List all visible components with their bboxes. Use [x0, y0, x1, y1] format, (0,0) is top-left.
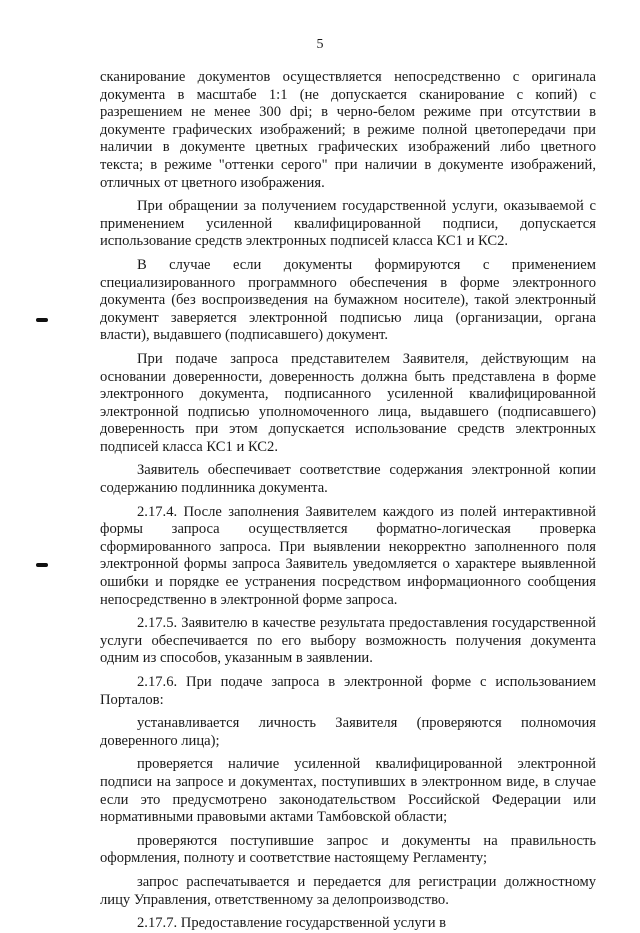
list-item-registration: запрос распечатывается и передается для регистрации должностному лицу Управления, ответственному за делопроизводство.: [100, 873, 596, 908]
paragraph-2-17-6: 2.17.6. При подаче запроса в электронной форме с использованием Порталов:: [100, 674, 596, 708]
list-item-signature-check: проверяется наличие усиленной квалифицированной электронной подписи на запросе и документах, поступивших в электронном виде, в случае если это предусмотрено законодательством Российской Федерации или нормативными правовыми актами Тамбовской области;: [100, 756, 596, 826]
paragraph-2-17-5: 2.17.5. Заявителю в качестве результата предоставления государственной услуги обеспечивается по его выбору возможность получения документа одним из способов, указанным в заявлении.: [100, 615, 596, 667]
list-item-identity-check: устанавливается личность Заявителя (проверяются полномочия доверенного лица);: [100, 715, 596, 749]
binder-hole-mark: [36, 563, 48, 567]
document-body: [100, 69, 596, 933]
paragraph-electronic-document: В случае если документы формируются с применением специализированного программного обеспечения в форме электронного документа (без воспроизведения на бумажном носителе), такой электронный документ заверяется электронной подписью лица (организации, органа власти), выдавшего (подписавшего) документ.: [100, 256, 596, 344]
paragraph-copy-conformity: Заявитель обеспечивает соответствие содержания электронной копии содержанию подлинника документа.: [100, 462, 596, 497]
list-item-documents-check: проверяются поступившие запрос и документы на правильность оформления, полноту и соответствие настоящему Регламенту;: [100, 832, 596, 867]
paragraph-2-17-4: 2.17.4. После заполнения Заявителем каждого из полей интерактивной формы запроса осуществляется форматно-логическая проверка сформированного запроса. При выявлении некорректно заполненного поля электронной формы запроса Заявитель уведомляется о характере выявленной ошибки и порядке ее устранения посредством информационного сообщения непосредственно в электронной форме запроса.: [100, 503, 596, 608]
binder-hole-mark: [36, 318, 48, 322]
page-number: 5: [316, 37, 324, 52]
paragraph-scanning-requirements: сканирование документов осуществляется непосредственно с оригинала документа в масштабе 1:1 (не допускается сканирование с копий) с разрешением не менее 300 dpi; в черно-белом режиме при отсутствии в документе графических изображений; в режиме полной цветопередачи при наличии в документе цветных графических изображений либо цветного текста; в режиме "оттенки серого" при наличии в документе изображений, отличных от цветного изображения.: [100, 69, 596, 191]
paragraph-representative-proxy: При подаче запроса представителем Заявителя, действующим на основании доверенности, доверенность должна быть представлена в форме электронного документа, подписанного усиленной квалифицированной электронной подписью уполномоченного лица, выдавшего (подписавшего) доверенность при этом допускается использование средств электронных подписей класса КС1 и КС2.: [100, 350, 596, 455]
paragraph-2-17-7: 2.17.7. Предоставление государственной услуги в: [137, 915, 447, 932]
paragraph-signature-classes: При обращении за получением государственной услуги, оказываемой с применением усиленной квалифицированной подписи, допускается использование средств электронных подписей класса КС1 и КС2.: [100, 198, 596, 250]
